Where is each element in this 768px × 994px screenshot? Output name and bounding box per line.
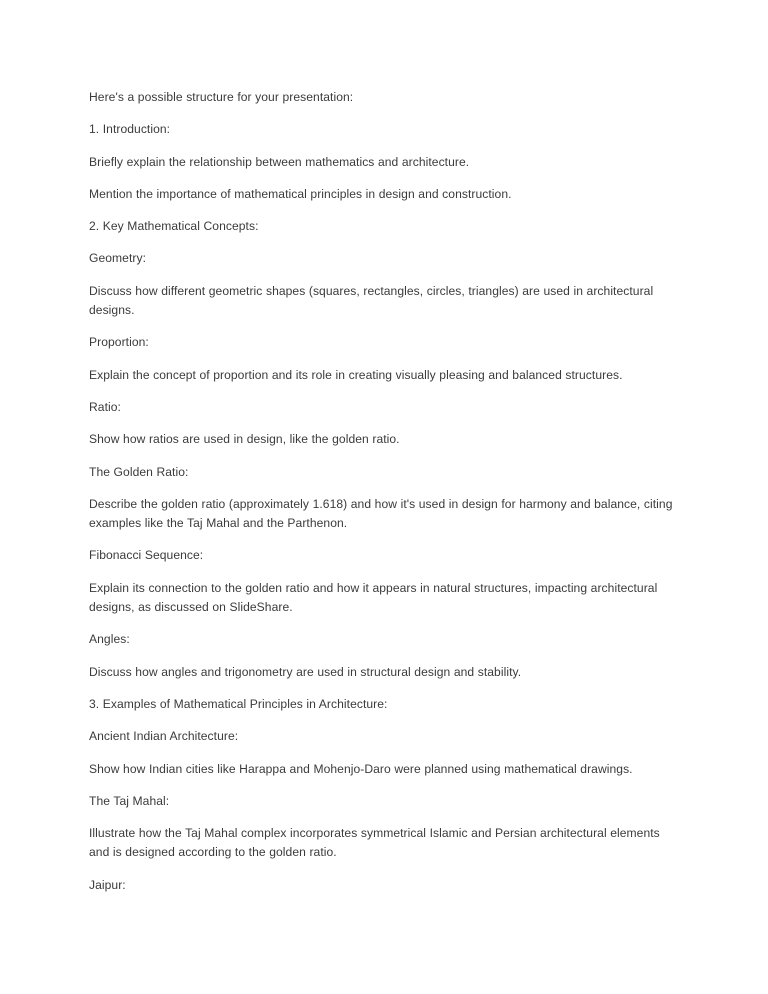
paragraph-geometry-heading: Geometry: (89, 251, 146, 266)
paragraph-section-2-heading: 2. Key Mathematical Concepts: (89, 219, 259, 234)
paragraph-proportion-body: Explain the concept of proportion and its role in creating visually pleasing and balanced structures. (89, 367, 623, 382)
paragraph-taj-mahal-body: Illustrate how the Taj Mahal complex incorporates symmetrical Islamic and Persian architectural elements and is designed according to the golden ratio. (89, 826, 660, 860)
paragraph-ratio-body: Show how ratios are used in design, like the golden ratio. (89, 432, 400, 447)
paragraph-section-1-heading: 1. Introduction: (89, 122, 171, 137)
paragraph-ancient-indian-body: Show how Indian cities like Harappa and Mohenjo-Daro were planned using mathematical drawings. (89, 761, 633, 776)
paragraph-golden-ratio-heading: The Golden Ratio: (89, 464, 189, 479)
paragraph-golden-ratio-body: Describe the golden ratio (approximately 1.618) and how it's used in design for harmony and balance, citing examples like the Taj Mahal and the Parthenon. (89, 496, 673, 531)
document-text-body (89, 88, 681, 895)
paragraph-ratio-heading: Ratio: (89, 399, 121, 414)
paragraph-intro-point-1: Briefly explain the relationship between mathematics and architecture. (89, 154, 470, 169)
paragraph-proportion-heading: Proportion: (89, 335, 149, 350)
paragraph-geometry-body: Discuss how different geometric shapes (squares, rectangles, circles, triangles) are used in architectural designs. (89, 283, 654, 318)
paragraph-intro-lead: Here's a possible structure for your presentation: (89, 90, 354, 104)
paragraph-angles-heading: Angles: (89, 632, 130, 647)
paragraph-section-3-heading: 3. Examples of Mathematical Principles in Architecture: (89, 696, 388, 711)
paragraph-intro-point-2: Mention the importance of mathematical principles in design and construction. (89, 186, 512, 201)
paragraph-fibonacci-body: Explain its connection to the golden ratio and how it appears in natural structures, impacting architectural designs, as discussed on SlideShare. (89, 580, 658, 615)
paragraph-taj-mahal-heading: The Taj Mahal: (89, 793, 170, 808)
paragraph-ancient-indian-heading: Ancient Indian Architecture: (89, 729, 239, 744)
paragraph-angles-body: Discuss how angles and trigonometry are used in structural design and stability. (89, 664, 522, 679)
paragraph-jaipur-heading: Jaipur: (89, 877, 126, 892)
paragraph-fibonacci-heading: Fibonacci Sequence: (89, 548, 204, 563)
